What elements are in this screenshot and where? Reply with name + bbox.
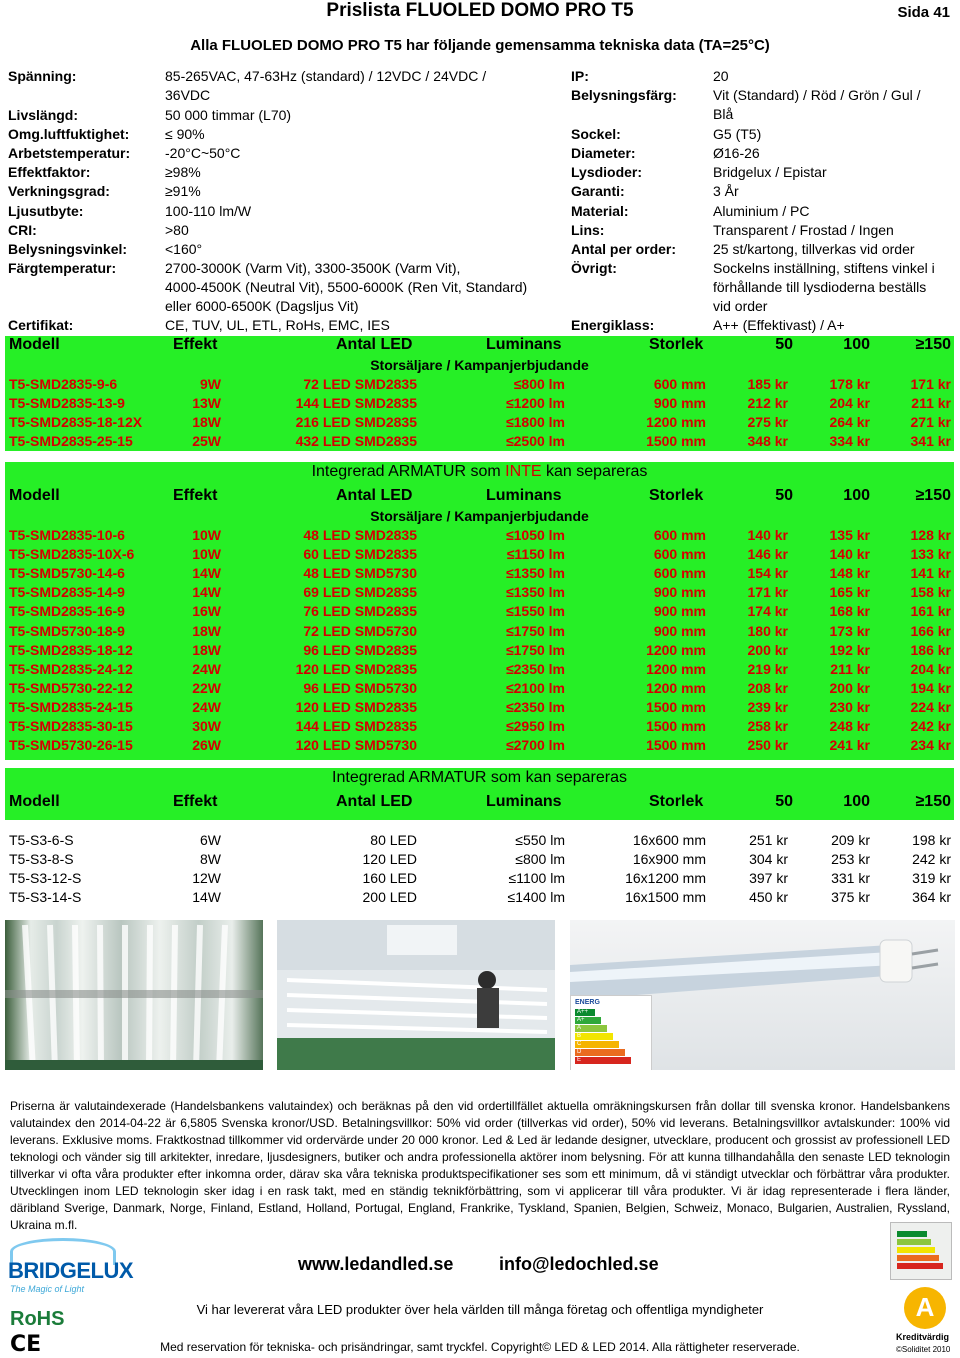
spec-value: eller 6000-6500K (Dagsljus Vit) bbox=[165, 298, 359, 314]
price-150-cell: 271 kr bbox=[910, 414, 951, 430]
effect-cell: 18W bbox=[192, 641, 221, 658]
price-100-cell: 230 kr bbox=[829, 698, 870, 715]
lumen-cell: ≤ 1400 lm bbox=[508, 889, 566, 905]
spec-label: Garanti: bbox=[571, 183, 625, 199]
spec-value: Blå bbox=[713, 106, 734, 122]
spec-label: Lysdioder: bbox=[571, 164, 643, 180]
price-100-cell: 375 kr bbox=[831, 889, 870, 906]
effect-cell: 30W bbox=[192, 718, 221, 734]
price-50-cell: 258 kr bbox=[747, 718, 788, 734]
price-50-cell: 348 kr bbox=[747, 433, 788, 449]
spec-value: 4000-4500K (Neutral Vit), 5500-6000K (Ren Vit, Standard) bbox=[165, 279, 528, 295]
spec-value: A++ (Effektivast) / A+ bbox=[713, 317, 845, 333]
price-150-cell: 341 kr bbox=[910, 433, 951, 449]
model-cell: T5-S3-6-S bbox=[9, 832, 74, 848]
led-cell: 200 LED bbox=[362, 889, 417, 906]
table-row bbox=[5, 433, 954, 452]
size-cell: 1500 mm bbox=[646, 433, 706, 449]
energy-class-bar: A bbox=[575, 1025, 607, 1032]
led-cell: 72 LED SMD5730 bbox=[303, 622, 417, 639]
size-cell: 900 mm bbox=[653, 622, 706, 639]
spec-label: Antal per order: bbox=[571, 241, 677, 257]
size-cell: 600 mm bbox=[653, 376, 706, 392]
section-title-integrated-separable: Integrerad ARMATUR som kan separeras bbox=[332, 769, 627, 786]
price-150-cell: 141 kr bbox=[910, 565, 951, 582]
effect-cell: 24W bbox=[192, 698, 221, 715]
effect-cell: 6W bbox=[200, 832, 221, 848]
effect-cell: 14W bbox=[192, 584, 221, 601]
model-cell: T5-SMD5730-18-9 bbox=[9, 622, 125, 639]
price-50-cell: 146 kr bbox=[747, 546, 788, 563]
spec-value: <160° bbox=[165, 241, 203, 257]
product-photo-tube-closeup bbox=[570, 920, 955, 1070]
price-50-cell: 219 kr bbox=[747, 660, 788, 677]
column-header-lumen: Luminans bbox=[486, 793, 562, 810]
energy-class-bar: D bbox=[575, 1049, 625, 1056]
size-cell: 1500 mm bbox=[646, 718, 706, 734]
ce-mark: CE bbox=[10, 1332, 42, 1357]
price-table-1 bbox=[5, 336, 954, 451]
spec-value: förhållande till lysdioderna beställs bbox=[713, 279, 927, 295]
spec-value: Ø16-26 bbox=[713, 145, 760, 161]
led-cell: 60 LED SMD2835 bbox=[303, 546, 417, 563]
spec-value: ≥98% bbox=[165, 164, 201, 180]
led-cell: 72 LED SMD2835 bbox=[303, 376, 417, 392]
energy-class-bar: A+ bbox=[575, 1017, 601, 1024]
spec-label: Omg.luftfuktighet: bbox=[8, 126, 130, 142]
credit-rating-logo: A bbox=[900, 1286, 950, 1330]
spec-value: Transparent / Frostad / Ingen bbox=[713, 222, 894, 238]
price-100-cell: 200 kr bbox=[829, 679, 870, 696]
effect-cell: 10W bbox=[192, 546, 221, 563]
led-cell: 120 LED SMD2835 bbox=[295, 698, 417, 715]
column-header-size: Storlek bbox=[649, 336, 704, 353]
column-header-lumen: Luminans bbox=[486, 336, 562, 353]
lumen-cell: ≤ 2950 lm bbox=[506, 718, 565, 734]
energy-class-bar: B bbox=[575, 1033, 613, 1040]
effect-cell: 18W bbox=[192, 622, 221, 639]
column-header-50: 50 bbox=[775, 487, 793, 504]
size-cell: 16x900 mm bbox=[632, 851, 706, 868]
spec-value: >80 bbox=[165, 222, 189, 238]
column-header-lumen: Luminans bbox=[486, 487, 562, 504]
energy-class-bar: E bbox=[575, 1057, 631, 1064]
table-row bbox=[5, 832, 954, 851]
spec-value: 36VDC bbox=[165, 87, 211, 103]
rohs-logo: RoHS bbox=[10, 1308, 65, 1330]
spec-label: Övrigt: bbox=[571, 260, 617, 276]
spec-label: CRI: bbox=[8, 222, 37, 238]
led-cell: 48 LED SMD5730 bbox=[303, 565, 417, 582]
model-cell: T5-SMD2835-18-12X bbox=[9, 414, 143, 430]
price-table-3-header bbox=[5, 768, 954, 820]
price-50-cell: 140 kr bbox=[747, 527, 788, 543]
bridgelux-logo: BRIDGELUX The Magic of Light bbox=[8, 1238, 136, 1298]
energy-label-image bbox=[570, 995, 652, 1070]
spec-label: Lins: bbox=[571, 222, 605, 238]
price-50-cell: 275 kr bbox=[747, 414, 788, 430]
campaign-label: Storsäljare / Kampanjerbjudande bbox=[370, 508, 589, 524]
size-cell: 900 mm bbox=[653, 395, 706, 411]
page-number: Sida 41 bbox=[897, 4, 950, 21]
credit-rating-label: Kreditvärdig bbox=[896, 1332, 950, 1342]
model-cell: T5-S3-8-S bbox=[9, 851, 74, 868]
led-cell: 144 LED SMD2835 bbox=[295, 718, 417, 734]
spec-value: CE, TUV, UL, ETL, RoHs, EMC, IES bbox=[165, 317, 390, 333]
price-50-cell: 171 kr bbox=[747, 584, 788, 601]
size-cell: 1500 mm bbox=[646, 737, 706, 754]
column-header-model: Modell bbox=[9, 336, 60, 353]
lumen-cell: ≤ 1550 lm bbox=[506, 603, 565, 619]
price-150-cell: 224 kr bbox=[910, 698, 951, 715]
page-subtitle: Alla FLUOLED DOMO PRO T5 har följande gemensamma tekniska data (TA=25°C) bbox=[190, 37, 770, 54]
lumen-cell: ≤ 1750 lm bbox=[506, 623, 565, 639]
column-header-effect: Effekt bbox=[173, 793, 218, 810]
spec-value: Vit (Standard) / Röd / Grön / Gul / bbox=[713, 87, 921, 103]
table-row bbox=[5, 584, 954, 603]
column-header-model: Modell bbox=[9, 487, 60, 504]
spec-value: 2700-3000K (Varm Vit), 3300-3500K (Varm Vit), bbox=[165, 260, 461, 276]
lumen-cell: ≤ 1750 lm bbox=[506, 642, 565, 658]
product-photo-tubes bbox=[5, 920, 263, 1070]
price-50-cell: 239 kr bbox=[747, 698, 788, 715]
energy-class-bar: C bbox=[575, 1041, 619, 1048]
size-cell: 16x1200 mm bbox=[625, 870, 706, 887]
spec-label: Spänning: bbox=[8, 68, 77, 84]
table-row bbox=[5, 565, 954, 584]
price-150-cell: 194 kr bbox=[910, 679, 951, 696]
price-150-cell: 158 kr bbox=[910, 584, 951, 601]
section-title-text: kan separeras bbox=[541, 463, 648, 480]
column-header-50: 50 bbox=[775, 793, 793, 810]
model-cell: T5-SMD2835-30-15 bbox=[9, 718, 133, 734]
price-table-2 bbox=[5, 462, 954, 760]
price-50-cell: 212 kr bbox=[747, 395, 788, 411]
spec-value: -20°C~50°C bbox=[165, 145, 241, 161]
price-150-cell: 161 kr bbox=[910, 603, 951, 620]
model-cell: T5-S3-12-S bbox=[9, 870, 82, 887]
price-100-cell: 168 kr bbox=[829, 603, 870, 620]
price-100-cell: 140 kr bbox=[829, 546, 870, 563]
effect-cell: 14W bbox=[192, 565, 221, 582]
price-50-cell: 154 kr bbox=[747, 565, 788, 582]
price-100-cell: 173 kr bbox=[829, 622, 870, 639]
table-row bbox=[5, 414, 954, 433]
spec-value: ≤ 90% bbox=[165, 126, 205, 142]
column-header-150: ≥ 150 bbox=[916, 487, 951, 505]
model-cell: T5-SMD2835-13-9 bbox=[9, 395, 125, 411]
table-row bbox=[5, 737, 954, 756]
price-150-cell: 198 kr bbox=[912, 832, 951, 848]
price-150-cell: 211 kr bbox=[911, 395, 951, 411]
price-150-cell: 319 kr bbox=[912, 870, 951, 887]
effect-cell: 12W bbox=[192, 870, 221, 887]
price-50-cell: 250 kr bbox=[747, 737, 788, 754]
effect-cell: 22W bbox=[192, 679, 221, 696]
lumen-cell: ≤ 1150 lm bbox=[507, 546, 565, 562]
table-row bbox=[5, 395, 954, 414]
led-cell: 144 LED SMD2835 bbox=[295, 395, 417, 411]
model-cell: T5-SMD2835-25-15 bbox=[9, 433, 133, 449]
column-header-led: Antal LED bbox=[336, 487, 413, 504]
table-row bbox=[5, 376, 954, 395]
size-cell: 1200 mm bbox=[646, 679, 706, 696]
spec-value: 50 000 timmar (L70) bbox=[165, 107, 292, 123]
column-header-100: 100 bbox=[843, 487, 870, 504]
column-header-150: ≥ 150 bbox=[916, 336, 951, 354]
led-cell: 160 LED bbox=[362, 870, 417, 887]
energy-label-title: ENERG bbox=[575, 999, 600, 1006]
price-100-cell: 165 kr bbox=[829, 584, 870, 601]
column-header-effect: Effekt bbox=[173, 336, 218, 353]
price-150-cell: 242 kr bbox=[912, 851, 951, 868]
spec-value: 20 bbox=[713, 68, 729, 84]
price-150-cell: 234 kr bbox=[910, 737, 951, 754]
led-cell: 120 LED SMD5730 bbox=[295, 737, 417, 754]
lumen-cell: ≤ 1800 lm bbox=[506, 414, 565, 430]
table-row bbox=[5, 699, 954, 718]
spec-label: Diameter: bbox=[571, 145, 636, 161]
size-cell: 1500 mm bbox=[646, 698, 706, 715]
table-row bbox=[5, 680, 954, 699]
spec-value: G5 (T5) bbox=[713, 126, 762, 142]
section-title-highlight: INTE bbox=[505, 463, 542, 480]
copyright: Med reservation för tekniska- och prisändringar, samt tryckfel. Copyright© LED & LED 2014. Alla rättigheter reserverade. bbox=[160, 1340, 800, 1354]
lumen-cell: ≤ 1350 lm bbox=[506, 584, 565, 600]
led-cell: 76 LED SMD2835 bbox=[303, 603, 417, 620]
price-100-cell: 209 kr bbox=[831, 832, 870, 848]
price-100-cell: 178 kr bbox=[829, 376, 870, 392]
size-cell: 900 mm bbox=[653, 603, 706, 620]
worldwide-note: Vi har levererat våra LED produkter över hela världen till många företag och offentliga myndigheter bbox=[196, 1302, 764, 1317]
energy-label-mini bbox=[890, 1222, 952, 1280]
spec-label: Arbetstemperatur: bbox=[8, 145, 131, 161]
price-100-cell: 211 kr bbox=[830, 660, 870, 677]
credit-rating-sub: ©Soliditet 2010 bbox=[896, 1345, 951, 1354]
size-cell: 900 mm bbox=[653, 584, 706, 601]
led-cell: 120 LED SMD2835 bbox=[295, 660, 417, 677]
section-title-text: Integrerad ARMATUR som bbox=[311, 463, 506, 480]
price-150-cell: 186 kr bbox=[910, 641, 951, 658]
price-50-cell: 200 kr bbox=[747, 641, 788, 658]
lumen-cell: ≤ 2700 lm bbox=[506, 737, 565, 753]
column-header-size: Storlek bbox=[649, 487, 704, 504]
effect-cell: 10W bbox=[192, 527, 221, 543]
led-cell: 48 LED SMD2835 bbox=[303, 527, 417, 543]
price-50-cell: 450 kr bbox=[749, 889, 788, 906]
spec-label: Certifikat: bbox=[8, 317, 74, 333]
spec-value: Bridgelux / Epistar bbox=[713, 164, 827, 180]
price-100-cell: 148 kr bbox=[829, 565, 870, 582]
size-cell: 1200 mm bbox=[646, 641, 706, 658]
column-header-size: Storlek bbox=[649, 793, 704, 810]
table-row bbox=[5, 546, 954, 565]
lumen-cell: ≤ 550 lm bbox=[515, 832, 565, 848]
size-cell: 16x1500 mm bbox=[625, 889, 706, 906]
price-table-3 bbox=[5, 820, 954, 910]
model-cell: T5-SMD5730-26-15 bbox=[9, 737, 133, 754]
price-150-cell: 128 kr bbox=[910, 527, 951, 543]
effect-cell: 14W bbox=[192, 889, 221, 906]
spec-label: Livslängd: bbox=[8, 107, 79, 123]
spec-label: Effektfaktor: bbox=[8, 164, 91, 180]
price-150-cell: 204 kr bbox=[910, 660, 951, 677]
size-cell: 600 mm bbox=[653, 565, 706, 582]
spec-label: Material: bbox=[571, 203, 629, 219]
price-100-cell: 204 kr bbox=[829, 395, 870, 411]
column-header-50: 50 bbox=[775, 336, 793, 353]
table-row bbox=[5, 718, 954, 737]
model-cell: T5-SMD5730-22-12 bbox=[9, 679, 133, 696]
spec-value: 25 st/kartong, tillverkas vid order bbox=[713, 241, 915, 257]
column-header-led: Antal LED bbox=[336, 793, 413, 810]
lumen-cell: ≤ 1100 lm bbox=[509, 870, 565, 886]
model-cell: T5-SMD2835-24-15 bbox=[9, 698, 133, 715]
column-header-150: ≥ 150 bbox=[916, 793, 951, 811]
column-header-effect: Effekt bbox=[173, 487, 218, 504]
column-header-model: Modell bbox=[9, 793, 60, 810]
model-cell: T5-SMD2835-10X-6 bbox=[9, 546, 135, 563]
spec-value: Aluminium / PC bbox=[713, 203, 810, 219]
spec-label: Belysningsvinkel: bbox=[8, 241, 128, 257]
spec-value: ≥91% bbox=[165, 183, 201, 199]
price-100-cell: 264 kr bbox=[829, 414, 870, 430]
price-50-cell: 251 kr bbox=[749, 832, 788, 848]
table-row bbox=[5, 623, 954, 642]
model-cell: T5-SMD2835-24-12 bbox=[9, 660, 133, 677]
column-header-led: Antal LED bbox=[336, 336, 413, 353]
effect-cell: 8W bbox=[200, 851, 221, 868]
price-50-cell: 180 kr bbox=[747, 622, 788, 639]
table-row bbox=[5, 642, 954, 661]
effect-cell: 13W bbox=[192, 395, 221, 411]
spec-value: vid order bbox=[713, 298, 768, 314]
size-cell: 1200 mm bbox=[646, 414, 706, 430]
spec-label: Ljusutbyte: bbox=[8, 203, 84, 219]
price-50-cell: 185 kr bbox=[747, 376, 788, 392]
model-cell: T5-SMD2835-18-12 bbox=[9, 641, 133, 658]
led-cell: 216 LED SMD2835 bbox=[295, 414, 417, 430]
spec-label: IP: bbox=[571, 68, 589, 84]
led-cell: 80 LED bbox=[370, 832, 417, 848]
model-cell: T5-SMD2835-10-6 bbox=[9, 527, 125, 543]
table-row bbox=[5, 661, 954, 680]
price-100-cell: 334 kr bbox=[829, 433, 870, 449]
effect-cell: 18W bbox=[192, 414, 221, 430]
spec-value: 100-110 lm/W bbox=[165, 203, 252, 219]
table-row bbox=[5, 851, 954, 870]
size-cell: 600 mm bbox=[653, 546, 706, 563]
effect-cell: 9W bbox=[200, 376, 221, 392]
price-100-cell: 241 kr bbox=[829, 737, 870, 754]
footer-text: Priserna är valutaindexerade (Handelsbankens valutaindex) och beräknas på den vid ordertillfället aktuella omräkningskursen från dollar till svenska kronor. Handelsbankens valutaindex den 2014-04-22 är 6,5805 Svenska kronor/USD. Betalningsvillkor: 50% vid order (tillverkas vid order), 50% vid leverans. Betalningsvillkor avtalskunder: 100% vid leverans. Exklusive moms. Fraktkostnad tillkommer vid ordervärde under 20 000 kronor. Led & Led är ledande designer, utvecklare, producent och grossist av professionell LED teknologi och vänder sig till arkitekter, inredare, ljusdesigners, butiker och andra professionella aktörer inom belysning. För att kunna tillhandahålla den senaste LED teknologin tillverkar vi ofta våra produkter efter inkomna order, därav ska våra tekniska produktspecifikationer ses som ett minimum, då vi ständigt utvecklar och förbättrar våra produkter. Utvecklingen inom LED teknologin sker idag i en rask takt, med en ständig teknikförbättring, som vi applicerar till våra produkter. Vi är idag representerade i flera länder, däribland Sverige, Danmark, Norge, Finland, Estland, Holland, Portugal, England, Frankrike, Tyskland, Spanien, Belgien, Schweiz, Monaco, Bulgarien, Australien, Ryssland, Ukraina m.fl. bbox=[10, 1099, 950, 1232]
energy-class-bar: A++ bbox=[575, 1009, 595, 1016]
website-link[interactable]: www.ledandled.se bbox=[298, 1254, 454, 1274]
price-50-cell: 304 kr bbox=[749, 851, 788, 868]
spec-label: Verkningsgrad: bbox=[8, 183, 110, 199]
effect-cell: 24W bbox=[192, 660, 221, 677]
email-link[interactable]: info@ledochled.se bbox=[499, 1254, 659, 1274]
price-150-cell: 171 kr bbox=[910, 376, 951, 392]
model-cell: T5-SMD2835-16-9 bbox=[9, 603, 125, 620]
spec-label: Sockel: bbox=[571, 126, 621, 142]
model-cell: T5-SMD2835-14-9 bbox=[9, 584, 125, 601]
price-100-cell: 253 kr bbox=[831, 851, 870, 868]
price-50-cell: 208 kr bbox=[747, 679, 788, 696]
price-150-cell: 166 kr bbox=[910, 622, 951, 639]
price-50-cell: 397 kr bbox=[749, 870, 788, 887]
spec-value: Sockelns inställning, stiftens vinkel i bbox=[713, 260, 935, 276]
table-row bbox=[5, 527, 954, 546]
model-cell: T5-SMD2835-9-6 bbox=[9, 376, 118, 392]
effect-cell: 16W bbox=[192, 603, 221, 620]
led-cell: 96 LED SMD5730 bbox=[303, 679, 417, 696]
price-150-cell: 364 kr bbox=[912, 889, 951, 906]
spec-value: 3 År bbox=[713, 183, 739, 199]
price-100-cell: 248 kr bbox=[829, 718, 870, 734]
spec-label: Belysningsfärg: bbox=[571, 87, 677, 103]
price-150-cell: 242 kr bbox=[910, 718, 951, 734]
column-header-100: 100 bbox=[843, 336, 870, 353]
lumen-cell: ≤ 1350 lm bbox=[506, 565, 565, 581]
campaign-label: Storsäljare / Kampanjerbjudande bbox=[370, 357, 589, 373]
lumen-cell: ≤ 2100 lm bbox=[506, 680, 565, 696]
lumen-cell: ≤ 2350 lm bbox=[506, 699, 565, 715]
model-cell: T5-SMD5730-14-6 bbox=[9, 565, 125, 582]
lumen-cell: ≤ 2500 lm bbox=[506, 433, 565, 449]
spec-value: 85-265VAC, 47-63Hz (standard) / 12VDC / 24VDC / bbox=[165, 68, 487, 84]
model-cell: T5-S3-14-S bbox=[9, 889, 82, 906]
led-cell: 96 LED SMD2835 bbox=[303, 641, 417, 658]
table-row bbox=[5, 603, 954, 622]
table-row bbox=[5, 870, 954, 889]
spec-label: Energiklass: bbox=[571, 317, 655, 333]
effect-cell: 25W bbox=[192, 433, 221, 449]
section-title-integrated-not-separable bbox=[5, 463, 954, 481]
size-cell: 600 mm bbox=[653, 527, 706, 543]
led-cell: 432 LED SMD2835 bbox=[295, 433, 417, 449]
size-cell: 16x600 mm bbox=[632, 832, 706, 848]
lumen-cell: ≤ 800 lm bbox=[515, 851, 565, 867]
price-100-cell: 135 kr bbox=[829, 527, 870, 543]
size-cell: 1200 mm bbox=[646, 660, 706, 677]
price-100-cell: 192 kr bbox=[829, 641, 870, 658]
price-50-cell: 174 kr bbox=[747, 603, 788, 620]
page-title: Prislista FLUOLED DOMO PRO T5 bbox=[326, 0, 634, 21]
price-150-cell: 133 kr bbox=[910, 546, 951, 563]
spec-label: Färgtemperatur: bbox=[8, 260, 117, 276]
effect-cell: 26W bbox=[192, 737, 221, 754]
lumen-cell: ≤ 1200 lm bbox=[506, 395, 565, 411]
column-header-100: 100 bbox=[843, 793, 870, 810]
price-100-cell: 331 kr bbox=[831, 870, 870, 887]
lumen-cell: ≤ 800 lm bbox=[514, 376, 565, 392]
led-cell: 120 LED bbox=[362, 851, 417, 868]
product-photo-factory bbox=[277, 920, 555, 1070]
table-row bbox=[5, 889, 954, 908]
lumen-cell: ≤ 2350 lm bbox=[506, 661, 565, 677]
lumen-cell: ≤ 1050 lm bbox=[506, 527, 565, 543]
led-cell: 69 LED SMD2835 bbox=[303, 584, 417, 601]
